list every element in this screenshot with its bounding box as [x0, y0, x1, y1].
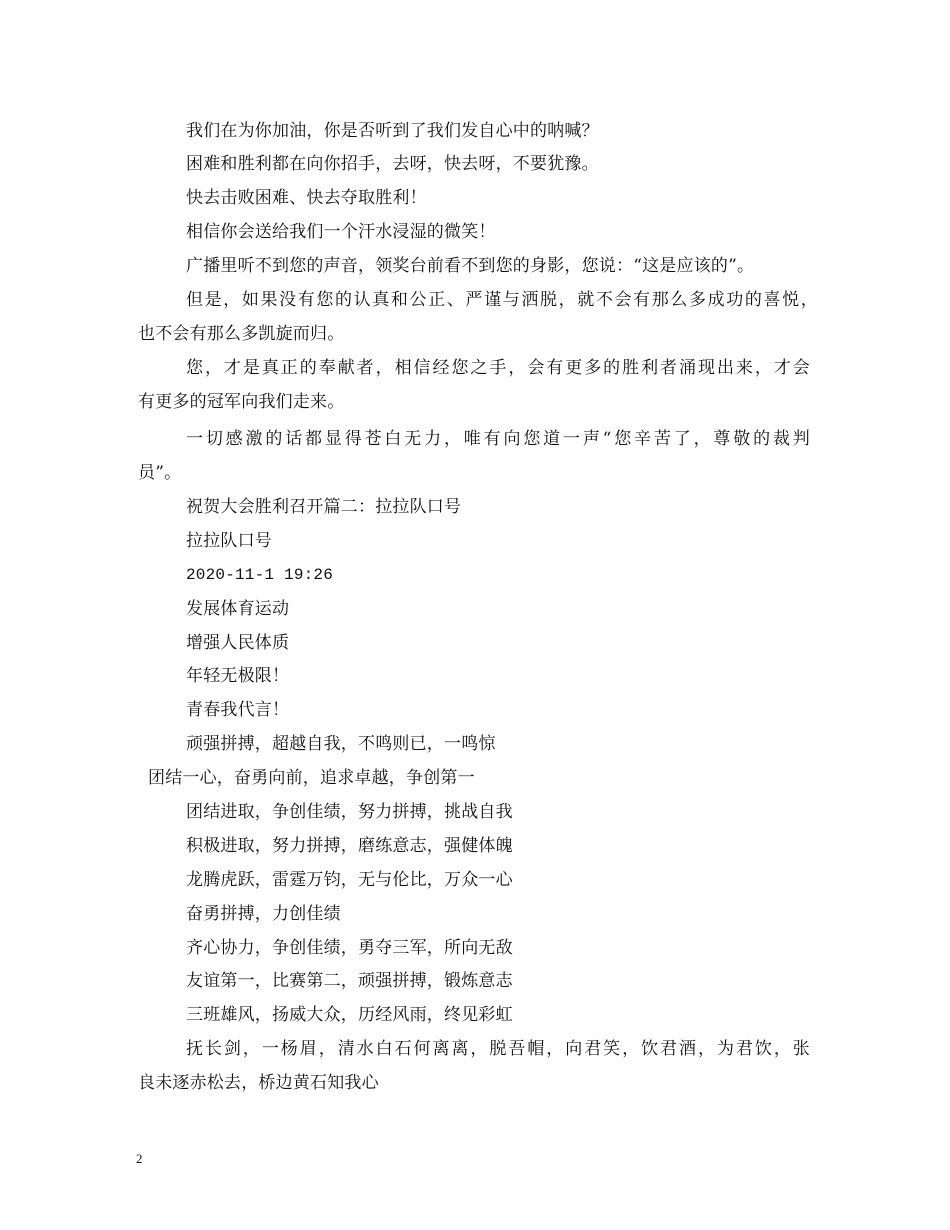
text-line: 龙腾虎跃，雷霆万钧，无与伦比，万众一心	[186, 870, 513, 890]
text-line: 有更多的冠军向我们走来。	[138, 392, 345, 412]
text-line: 增强人民体质	[186, 633, 290, 653]
text-line: 祝贺大会胜利召开篇二：拉拉队口号	[186, 497, 462, 517]
timestamp: 2020-11-1 19:26	[186, 566, 334, 584]
text-line: 青春我代言！	[186, 700, 290, 720]
text-line: 积极进取，努力拼搏，磨练意志，强健体魄	[186, 836, 513, 856]
text-line: 良未逐赤松去，桥边黄石知我心	[138, 1073, 379, 1093]
text-line: 困难和胜利都在向你招手，去呀，快去呀，不要犹豫。	[186, 154, 599, 174]
text-line: 团结进取，争创佳绩，努力拼搏，挑战自我	[186, 802, 513, 822]
text-line: 快去击败困难、快去夺取胜利！	[186, 188, 427, 208]
text-line: 员”。	[138, 463, 182, 483]
text-line: 但是，如果没有您的认真和公正、严谨与洒脱，就不会有那么多成功的喜悦，	[186, 290, 818, 310]
text-line: 拉拉队口号	[186, 531, 272, 551]
text-line: 年轻无极限！	[186, 666, 290, 686]
text-line: 广播里听不到您的声音，领奖台前看不到您的身影，您说：“这是应该的”。	[186, 256, 755, 276]
text-line: 也不会有那么多凯旋而归。	[138, 324, 345, 344]
text-line: 相信你会送给我们一个汗水浸湿的微笑！	[186, 222, 496, 242]
text-line: 齐心协力，争创佳绩，勇夺三军，所向无敌	[186, 938, 513, 958]
text-line: 一切感激的话都显得苍白无力，唯有向您道一声“您辛苦了，尊敬的裁判	[186, 429, 810, 449]
text-line: 团结一心，奋勇向前，追求卓越，争创第一	[148, 768, 475, 788]
text-line: 奋勇拼搏，力创佳绩	[186, 904, 341, 924]
text-line: 三班雄风，扬威大众，历经风雨，终见彩虹	[186, 1005, 513, 1025]
text-line: 抚长剑，一杨眉，清水白石何离离，脱吾帽，向君笑，饮君酒，为君饮，张	[186, 1039, 810, 1059]
page-number: 2	[136, 1151, 143, 1166]
text-line: 顽强拼搏，超越自我，不鸣则已，一鸣惊	[186, 734, 496, 754]
text-line: 发展体育运动	[186, 599, 290, 619]
text-line: 您，才是真正的奉献者，相信经您之手，会有更多的胜利者涌现出来，才会	[186, 358, 810, 378]
text-line: 友谊第一，比赛第二，顽强拼搏，锻炼意志	[186, 971, 513, 991]
text-line: 我们在为你加油，你是否听到了我们发自心中的呐喊？	[186, 121, 599, 141]
